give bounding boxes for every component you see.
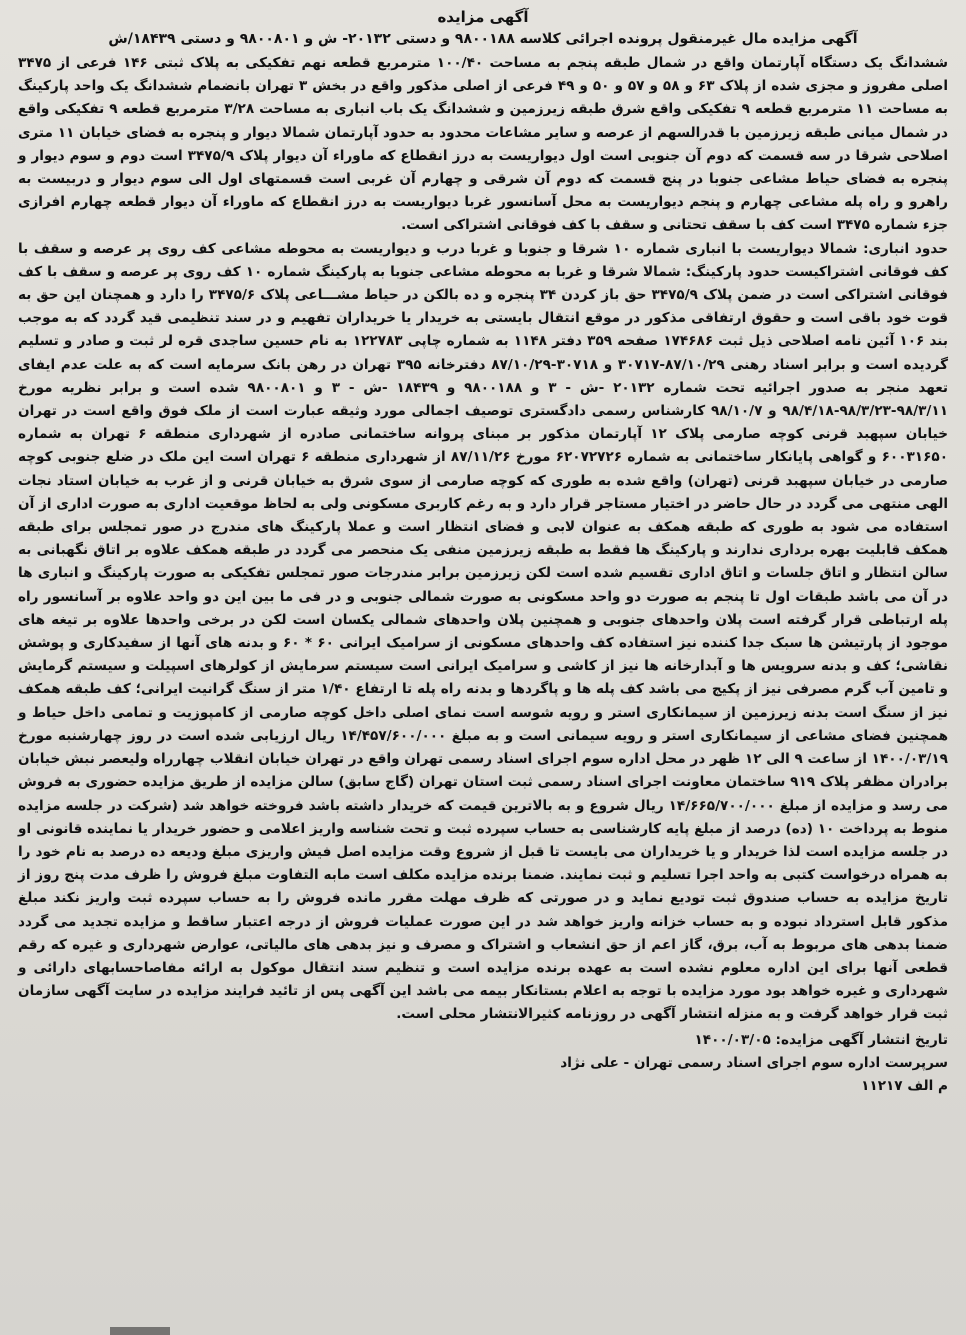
notice-footer <box>18 1029 948 1099</box>
notice-paragraph-details: حدود انباری: شمالا دیواریست با انباری شماره ۱۰ شرقا و جنوبا و غربا درب و دیواریست به محوطه مشاعی کف روی پر عرصه و سقف با کف فوقانی اشتراکیست حدود پارکینگ: شمالا شرقا و غربا به محوطه مشاعی جنوبا به پارکینگ شماره ۱۰ کف روی پر عرصه و سقف با کف فوقانی اشتراکی است در ضمن پلاک ۳۴۷۵/۹ حق باز کردن ۳۴ پنجره و ده بالکن در حیاط مشـــاعی پلاک ۳۴۷۵/۶ را دارد و همچنان این حق به قوت خود باقی است و حقوق ارتفاقی مذکور در موقع انتقال بایستی به خریدار یا خریداران تفهیم و در سند تنظیمی قید گردد که به موجب بند ۱۰۶ آئین نامه اصلاحی ذیل ثبت ۱۷۴۶۸۶ صفحه ۳۵۹ دفتر ۱۱۴۸ به شماره چاپی ۱۲۲۷۸۳ به نام حسین ساجدی قره لر ثبت و صادر و تسلیم گردیده است و برابر اسناد رهنی ۸۷/۱۰/۲۹-۳۰۷۱۷ و ۳۰۷۱۸-۸۷/۱۰/۲۹ دفترخانه ۳۹۵ تهران در رهن بانک سرمایه است که به علت عدم ایفای تعهد منجر به صدور اجرائیه تحت شماره ۲۰۱۳۲ -ش - ۳ و ۹۸۰۰۱۸۸ و ۱۸۴۳۹ -ش - ۳ و ۹۸۰۰۸۰۱ شده است و برابر نظریه مورخ ۹۸/۳/۱۱-۹۸/۳/۲۳-۹۸/۴/۱۸ و ۹۸/۱۰/۷ کارشناس رسمی دادگستری توصیف اجمالی مورد وثیقه عبارت است از ملک فوق واقع است در تهران خیابان سپهبد قرنی کوچه صارمی پلاک ۱۲ آپارتمان مذکور بر مبنای پروانه ساختمانی صادره از شهرداری منطقه ۶ تهران به شماره ۶۰۰۳۱۶۵۰ و گواهی پایانکار ساختمانی به شماره ۶۲۰۷۲۷۲۶ مورخ ۸۷/۱۱/۲۶ از شهرداری منطقه ۶ تهران است این ملک در ضلع جنوبی کوچه صارمی در خیابان سپهبد قرنی (تهران) واقع شده به طوری که کوچه صارمی از سوی شرق به خیابان قرنی و از غرب به خیابان استاد نجات الهی منتهی می گردد در حال حاضر در اختیار مستاجر قرار دارد و به رغم کاربری مسکونی ولی به لحاظ موقعیت اداری به صورت اداری از آن استفاده می شود به طوری که طبقه همکف به عنوان لابی و فضای انتظار است و عملا پارکینگ های مندرج در صور تمجلس برای طبقه همکف قابلیت بهره برداری ندارند و پارکینگ ها فقط به طبقه زیرزمین منفی یک منحصر می گردد در طبقه همکف علاوه بر اتاق نگهبانی به سالن انتظار و اتاق جلسات و اتاق اداری تقسیم شده است لکن زیرزمین برابر مندرجات صور تمجلس تفکیکی به صورت پارکینگ و انباری ها در آن می باشد طبقات اول تا پنجم به صورت دو واحد مسکونی به صورت شمالی جنوبی و در فی ما بین این دو واحد علاوه بر آسانسور راه پله ارتباطی قرار گرفته است پلان واحدهای جنوبی و همچنین پلان واحدهای شمالی یکسان است لکن در برخی واحدها علاوه بر تیغه های موجود از پارتیشن ها سبک جدا کننده نیز استفاده کف واحدهای مسکونی از سرامیک ایرانی ۶۰ * ۶۰ و بدنه های آنها از سفیدکاری و پوشش نقاشی؛ کف و بدنه سرویس ها و آبدارخانه ها نیز از کاشی و سرامیک ایرانی است سیستم سرمایش از کولرهای اسپیلت و سیستم گرمایش و تامین آب گرم مصرفی نیز از پکیج می باشد کف پله ها و پاگردها و بدنه راه پله تا ارتفاع ۱/۴۰ متر از سنگ گرانیت ایرانی؛ کف طبقه همکف نیز از سنگ است بدنه زیرزمین از سیمانکاری استر و رویه شوسه است نمای اصلی داخل کوچه صارمی از کامپوزیت و تمامی داخل حیاط و همچنین فضای مشاعی از سیمانکاری استر و رویه سیمانی است و به مبلغ ۱۴/۴۵۷/۶۰۰/۰۰۰ ریال ارزیابی شده است در روز چهارشنبه مورخ ۱۴۰۰/۰۳/۱۹ از ساعت ۹ الی ۱۲ ظهر در محل اداره سوم اجرای اسناد رسمی تهران واقع در تهران خیابان انقلاب چهارراه ولیعصر نبش خیابان برادران مظفر پلاک ۹۱۹ ساختمان معاونت اجرای اسناد رسمی ثبت استان تهران (گاج سابق) سالن مزایده از طریق مزایده حضوری به فروش می رسد و مزایده از مبلغ ۱۴/۶۶۵/۷۰۰/۰۰۰ ریال شروع و به بالاترین قیمت که خریدار داشته باشد فروخته خواهد شد (شرکت در جلسه مزایده منوط به پرداخت ۱۰ (ده) درصد از مبلغ پایه کارشناسی به حساب سپرده ثبت و تحت شناسه واریز اعلامی و حضور خریدار یا نماینده قانونی او در جلسه مزایده است لذا خریدار و یا خریداران می بایست تا قبل از شروع وقت مزایده اصل فیش واریزی مبلغ ودیعه ده درصد به نام خود را به همراه درخواست کتبی به واحد اجرا تسلیم و ثبت نمایند. ضمنا برنده مزایده مکلف است مابه التفاوت مبلغ فروش را ظرف مدت پنج روز از تاریخ مزایده به حساب صندوق ثبت تودیع نماید و در صورتی که ظرف مهلت مقرر مانده فروش را به حساب سپرده ثبت واریز نکند مبلغ مذکور قابل استرداد نبوده و به حساب خزانه واریز خواهد شد در این صورت عملیات فروش از درجه اعتبار ساقط و مزایده تجدید می گردد ضمنا بدهی های مربوط به آب، برق، گاز اعم از حق انشعاب و اشتراک و مصرف و نیز بدهی های مالیاتی، عوارض شهرداری و غیره که رقم قطعی آنها برای این اداره معلوم نشده است به عهده برنده مزایده است و تنظیم سند انتقال موکول به ارائه مفاصاحسابهای دارائی و شهرداری و غیره خواهد بود مورد مزایده با توجه به اعلام بستانکار بیمه می باشد این آگهی پس از تائید فرایند مزایده در سایت آگهی سازمان ثبت قرار خواهد گرفت و به منزله انتشار آگهی در روزنامه کثیرالانتشار محلی است. <box>18 240 949 1023</box>
notice-body <box>18 52 948 1027</box>
reference-number: م الف ۱۱۲۱۷ <box>861 1077 948 1094</box>
notice-subtitle: آگهی مزایده مال غیرمنقول پرونده اجرائی کلاسه ۹۸۰۰۱۸۸ و دستی ۲۰۱۳۲- ش و ۹۸۰۰۸۰۱ و دستی ۱۸۴۳۹/ش <box>108 31 858 47</box>
notice-paragraph-property: ششدانگ یک دستگاه آپارتمان واقع در شمال طبقه پنجم به مساحت ۱۰۰/۴۰ مترمربع قطعه نهم تفکیکی به پلاک ثبتی ۱۴۶ فرعی از ۳۴۷۵ اصلی مفروز و مجزی شده از پلاک ۶۳ و ۵۸ و ۵۷ و ۵۰ و ۴۹ فرعی از اصلی مذکور واقع در بخش ۳ تهران بانضمام ششدانگ یک واحد پارکینگ به مساحت ۱۱ مترمربع قطعه ۹ تفکیکی واقع شرق طبقه زیرزمین و ششدانگ یک باب انباری به مساحت ۳/۲۸ مترمربع قطعه ۹ تفکیکی واقع در شمال میانی طبقه زیرزمین با قدرالسهم از عرصه و سایر مشاعات محدود به حدود آپارتمان شمالا دیوار و پنجره به فضای خیابان ۱۱ متری اصلاحی شرقا در سه قسمت که دوم آن جنوبی است اول دیواریست به درز انقطاع که ماوراء آن دیوار پلاک ۳۴۷۵/۹ است دوم و سوم دیوار و پنجره به فضای حیاط مشاعی جنوبا در پنج قسمت که دوم آن شرقی و چهارم آن غربی است قسمتهای اول الی سوم دیوار و دربیست به راهرو و راه پله مشاعی چهارم و پنجم دیواریست به محل آسانسور غربا دیواریست به درز انقطاع که ماوراء آن دیوار قطعه چهارم افرازی جزء شماره ۳۴۷۵ است کف با سقف تحتانی و سقف با کف فوقانی اشتراکی است. <box>18 55 949 234</box>
publish-date: تاریخ انتشار آگهی مزایده: ۱۴۰۰/۰۳/۰۵ <box>694 1031 948 1048</box>
notice-title: آگهی مزایده <box>437 8 529 26</box>
auction-notice <box>18 6 948 1098</box>
page-edge-mark <box>110 1327 170 1335</box>
signatory: سرپرست اداره سوم اجرای اسناد رسمی تهران - علی نژاد <box>560 1054 948 1071</box>
